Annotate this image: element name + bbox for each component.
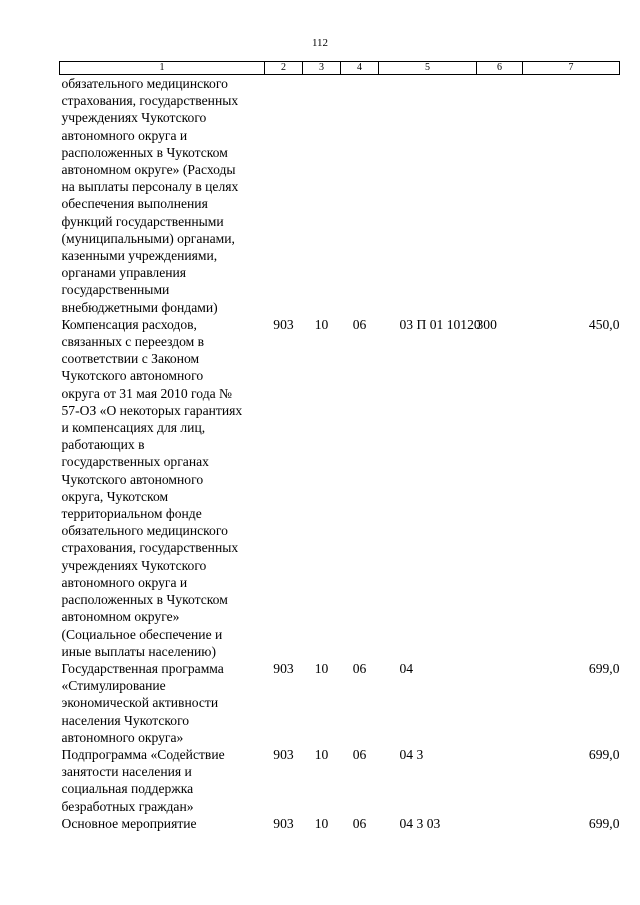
row-name-line: государственными — [61, 282, 170, 298]
row-name-line: страхования, государственных — [61, 93, 239, 109]
row-name-line: (муниципальными) органами, — [61, 230, 235, 246]
row-name-line: и компенсациях для лиц, — [61, 420, 206, 436]
row-name-line: расположенных в Чукотском — [61, 144, 228, 160]
amount-cell: 699,0 — [588, 815, 620, 831]
column-header-1: 1 — [60, 62, 265, 75]
target-article-cell: 04 3 — [399, 746, 424, 762]
amount-cell — [523, 75, 620, 316]
row-name-line: экономической активности — [61, 695, 219, 711]
row-name-line: Подпрограмма «Содействие — [61, 746, 225, 762]
section-cell: 10 — [314, 746, 329, 762]
row-name-line: социальная поддержка — [61, 781, 194, 797]
row-name-line: учреждениях Чукотского — [61, 110, 207, 126]
row-name-line: (Социальное обеспечение и — [61, 626, 223, 642]
section-cell: 10 — [314, 660, 329, 676]
expense-type-cell — [477, 660, 523, 746]
row-name-line: Компенсация расходов, — [61, 316, 197, 332]
grbs-cell: 903 — [273, 316, 294, 332]
row-name-line: населения Чукотского — [61, 712, 190, 728]
target-article-cell: 04 — [399, 660, 414, 676]
row-name-line: государственных органах — [61, 454, 209, 470]
section-cell: 10 — [314, 815, 329, 831]
section-cell: 10 — [314, 316, 329, 332]
table-row — [60, 75, 620, 316]
row-name-cell — [60, 746, 265, 815]
budget-table — [59, 61, 620, 832]
row-name-line: обязательного медицинского — [61, 523, 228, 539]
row-name-cell — [60, 75, 265, 316]
row-name-line: органами управления — [61, 265, 187, 281]
section-cell — [303, 75, 341, 316]
column-header-5: 5 — [379, 62, 477, 75]
table-header-row — [60, 62, 620, 75]
row-name-line: расположенных в Чукотском — [61, 592, 228, 608]
amount-cell: 699,0 — [588, 660, 620, 676]
row-name-line: территориальном фонде — [61, 506, 202, 522]
row-name-line: страхования, государственных — [61, 540, 239, 556]
subsection-cell — [341, 75, 379, 316]
row-name-line: «Стимулирование — [61, 678, 166, 694]
row-name-line: Основное мероприятие — [61, 815, 197, 831]
row-name-cell — [60, 660, 265, 746]
target-article-cell: 03 П 01 10120 — [399, 316, 481, 332]
grbs-cell: 903 — [273, 815, 294, 831]
row-name-line: безработных граждан» — [61, 798, 194, 814]
row-name-line: автономного округа и — [61, 127, 188, 143]
column-header-3: 3 — [303, 62, 341, 75]
row-name-line: функций государственными — [61, 213, 224, 229]
target-article-cell: 04 3 03 — [399, 815, 441, 831]
row-name-line: Государственная программа — [61, 660, 224, 676]
row-name-line: автономном округе» (Расходы — [61, 162, 236, 178]
expense-type-cell — [477, 746, 523, 815]
row-name-line: учреждениях Чукотского — [61, 557, 207, 573]
table-row — [60, 660, 620, 746]
amount-cell: 450,0 — [588, 316, 620, 332]
row-name-cell — [60, 316, 265, 660]
row-name-line: иные выплаты населению) — [61, 643, 216, 659]
table-row — [60, 746, 620, 815]
column-header-7: 7 — [523, 62, 620, 75]
row-name-line: Чукотского автономного — [61, 471, 204, 487]
column-header-2: 2 — [265, 62, 303, 75]
row-name-line: Чукотского автономного — [61, 368, 204, 384]
column-header-4: 4 — [341, 62, 379, 75]
row-name-line: занятости населения и — [61, 764, 192, 780]
row-name-line: работающих в — [61, 437, 145, 453]
table-row — [60, 316, 620, 660]
row-name-line: казенными учреждениями, — [61, 248, 218, 264]
target-article-cell — [379, 75, 477, 316]
row-name-line: автономном округе» — [61, 609, 180, 625]
row-name-line: округа, Чукотском — [61, 488, 169, 504]
row-name-line: обязательного медицинского — [61, 76, 228, 91]
grbs-cell: 903 — [273, 660, 294, 676]
row-name-line: обеспечения выполнения — [61, 196, 208, 212]
row-name-cell — [60, 815, 265, 832]
grbs-cell: 903 — [273, 746, 294, 762]
subsection-cell: 06 — [352, 746, 367, 762]
page-number: 112 — [311, 37, 329, 49]
row-name-line: округа от 31 мая 2010 года № — [61, 385, 233, 401]
subsection-cell: 06 — [352, 316, 367, 332]
row-name-line: 57-ОЗ «О некоторых гарантиях — [61, 402, 243, 418]
row-name-line: внебюджетными фондами) — [61, 299, 218, 315]
expense-type-cell — [477, 815, 523, 832]
table-row — [60, 815, 620, 832]
row-name-line: автономного округа» — [61, 729, 184, 745]
table-body — [60, 75, 620, 832]
subsection-cell: 06 — [352, 660, 367, 676]
row-name-line: соответствии с Законом — [61, 351, 200, 367]
amount-cell: 699,0 — [588, 746, 620, 762]
subsection-cell: 06 — [352, 815, 367, 831]
row-name-line: на выплаты персоналу в целях — [61, 179, 239, 195]
expense-type-cell — [477, 75, 523, 316]
grbs-cell — [265, 75, 303, 316]
row-name-line: связанных с переездом в — [61, 334, 205, 350]
row-name-line: автономного округа и — [61, 574, 188, 590]
column-header-6: 6 — [477, 62, 523, 75]
expense-type-cell: 300 — [476, 316, 497, 332]
